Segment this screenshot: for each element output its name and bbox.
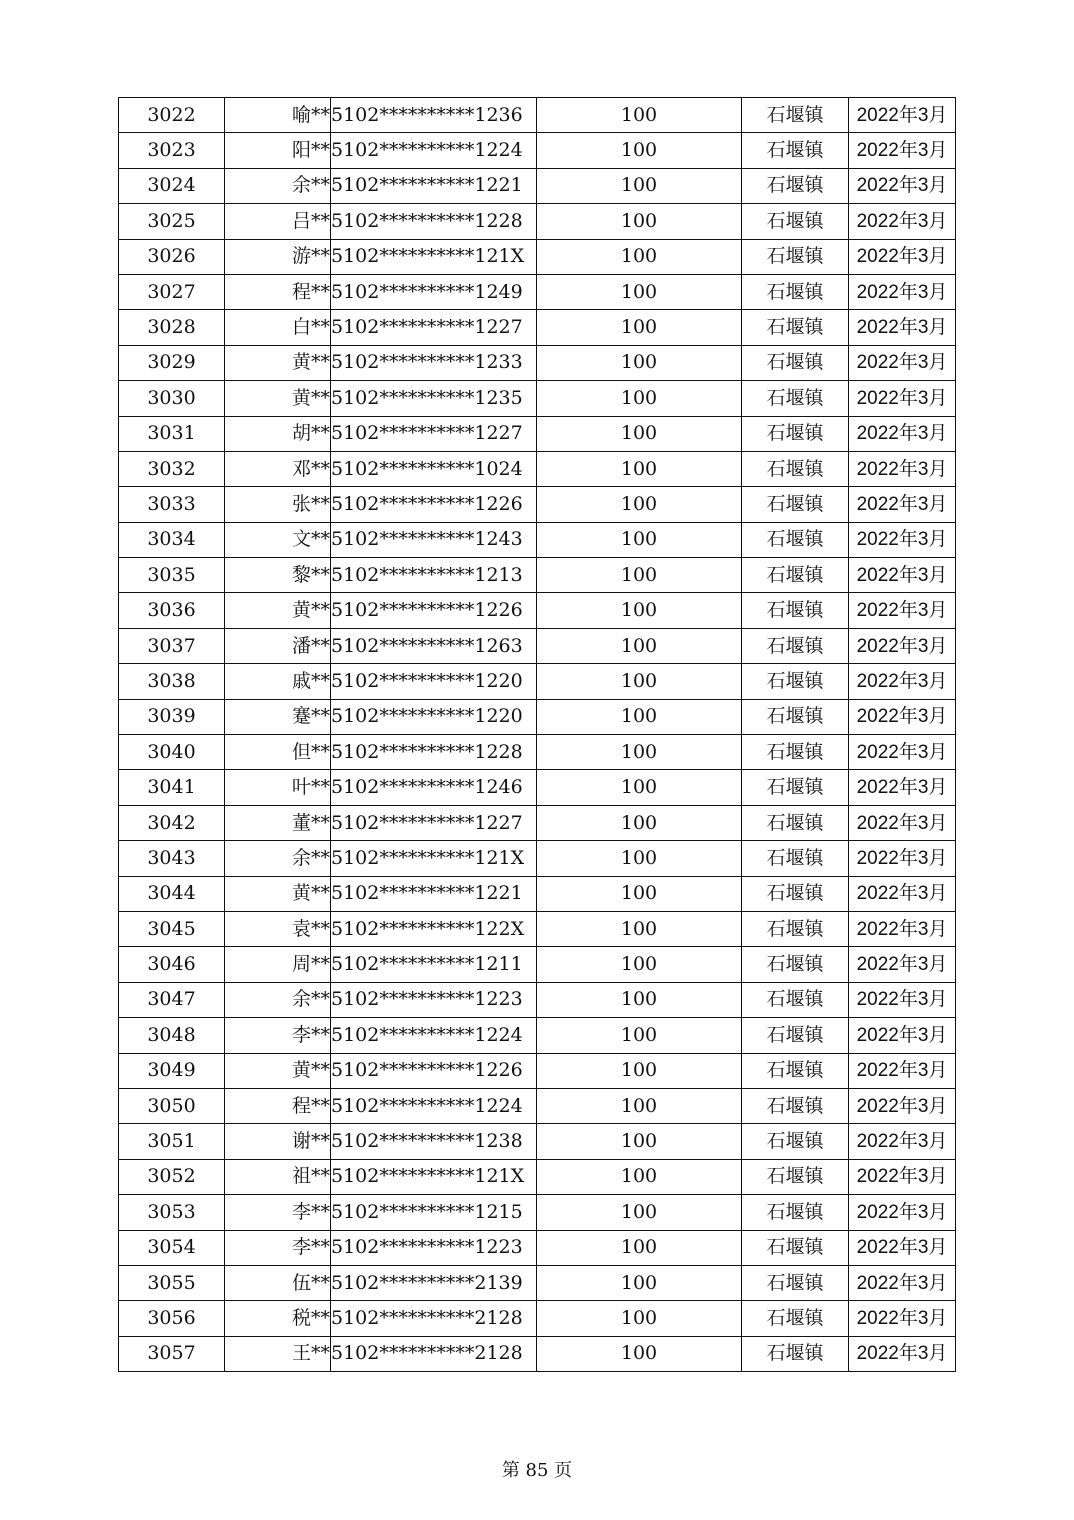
table-row: [119, 381, 956, 416]
date-cell: 2022年3月: [849, 274, 956, 309]
town-cell: 石堰镇: [742, 1088, 849, 1123]
row-number-cell: 3054: [119, 1230, 225, 1265]
amount-cell: 100: [537, 628, 742, 663]
name-cell: 余**: [225, 168, 331, 203]
row-number-cell: 3052: [119, 1159, 225, 1194]
row-number-cell: 3031: [119, 416, 225, 451]
table-row: [119, 1018, 956, 1053]
date-cell: 2022年3月: [849, 1336, 956, 1371]
row-number-cell: 3039: [119, 699, 225, 734]
name-cell: 文**: [225, 522, 331, 557]
town-cell: 石堰镇: [742, 310, 849, 345]
name-cell: 祖**: [225, 1159, 331, 1194]
town-cell: 石堰镇: [742, 699, 849, 734]
roster-table-body: [119, 98, 956, 1372]
amount-cell: 100: [537, 1124, 742, 1159]
amount-cell: 100: [537, 699, 742, 734]
id-number-cell: 5102**********121X: [331, 1159, 537, 1194]
name-cell: 李**: [225, 1230, 331, 1265]
id-number-cell: 5102**********1249: [331, 274, 537, 309]
amount-cell: 100: [537, 876, 742, 911]
date-cell: 2022年3月: [849, 168, 956, 203]
amount-cell: 100: [537, 310, 742, 345]
id-number-cell: 5102**********1024: [331, 451, 537, 486]
id-number-cell: 5102**********1224: [331, 1018, 537, 1053]
id-number-cell: 5102**********1228: [331, 204, 537, 239]
id-number-cell: 5102**********2139: [331, 1265, 537, 1300]
name-cell: 黄**: [225, 381, 331, 416]
id-number-cell: 5102**********1220: [331, 699, 537, 734]
name-cell: 李**: [225, 1195, 331, 1230]
name-cell: 董**: [225, 805, 331, 840]
table-row: [119, 558, 956, 593]
row-number-cell: 3051: [119, 1124, 225, 1159]
table-row: [119, 487, 956, 522]
name-cell: 袁**: [225, 911, 331, 946]
amount-cell: 100: [537, 381, 742, 416]
id-number-cell: 5102**********1224: [331, 133, 537, 168]
amount-cell: 100: [537, 345, 742, 380]
date-cell: 2022年3月: [849, 876, 956, 911]
row-number-cell: 3036: [119, 593, 225, 628]
row-number-cell: 3047: [119, 982, 225, 1017]
date-cell: 2022年3月: [849, 98, 956, 133]
name-cell: 黄**: [225, 876, 331, 911]
town-cell: 石堰镇: [742, 911, 849, 946]
id-number-cell: 5102**********1220: [331, 664, 537, 699]
id-number-cell: 5102**********1226: [331, 1053, 537, 1088]
table-row: [119, 1053, 956, 1088]
name-cell: 黎**: [225, 558, 331, 593]
row-number-cell: 3056: [119, 1301, 225, 1336]
town-cell: 石堰镇: [742, 274, 849, 309]
table-row: [119, 628, 956, 663]
town-cell: 石堰镇: [742, 1195, 849, 1230]
row-number-cell: 3023: [119, 133, 225, 168]
town-cell: 石堰镇: [742, 204, 849, 239]
name-cell: 潘**: [225, 628, 331, 663]
id-number-cell: 5102**********1211: [331, 947, 537, 982]
id-number-cell: 5102**********1227: [331, 310, 537, 345]
row-number-cell: 3032: [119, 451, 225, 486]
amount-cell: 100: [537, 593, 742, 628]
id-number-cell: 5102**********1224: [331, 1088, 537, 1123]
amount-cell: 100: [537, 558, 742, 593]
id-number-cell: 5102**********2128: [331, 1336, 537, 1371]
table-row: [119, 1265, 956, 1300]
table-row: [119, 1159, 956, 1194]
id-number-cell: 5102**********1221: [331, 168, 537, 203]
table-row: [119, 593, 956, 628]
date-cell: 2022年3月: [849, 841, 956, 876]
town-cell: 石堰镇: [742, 239, 849, 274]
amount-cell: 100: [537, 1301, 742, 1336]
date-cell: 2022年3月: [849, 381, 956, 416]
amount-cell: 100: [537, 1195, 742, 1230]
id-number-cell: 5102**********1233: [331, 345, 537, 380]
row-number-cell: 3030: [119, 381, 225, 416]
row-number-cell: 3045: [119, 911, 225, 946]
amount-cell: 100: [537, 1265, 742, 1300]
id-number-cell: 5102**********1243: [331, 522, 537, 557]
table-row: [119, 1301, 956, 1336]
table-row: [119, 1230, 956, 1265]
amount-cell: 100: [537, 911, 742, 946]
row-number-cell: 3046: [119, 947, 225, 982]
name-cell: 黄**: [225, 1053, 331, 1088]
row-number-cell: 3041: [119, 770, 225, 805]
date-cell: 2022年3月: [849, 1124, 956, 1159]
date-cell: 2022年3月: [849, 982, 956, 1017]
date-cell: 2022年3月: [849, 416, 956, 451]
town-cell: 石堰镇: [742, 345, 849, 380]
amount-cell: 100: [537, 1053, 742, 1088]
amount-cell: 100: [537, 1159, 742, 1194]
row-number-cell: 3024: [119, 168, 225, 203]
table-row: [119, 911, 956, 946]
table-row: [119, 876, 956, 911]
town-cell: 石堰镇: [742, 1159, 849, 1194]
id-number-cell: 5102**********1221: [331, 876, 537, 911]
row-number-cell: 3025: [119, 204, 225, 239]
name-cell: 阳**: [225, 133, 331, 168]
name-cell: 邓**: [225, 451, 331, 486]
date-cell: 2022年3月: [849, 487, 956, 522]
town-cell: 石堰镇: [742, 1018, 849, 1053]
table-row: [119, 664, 956, 699]
row-number-cell: 3049: [119, 1053, 225, 1088]
id-number-cell: 5102**********122X: [331, 911, 537, 946]
amount-cell: 100: [537, 451, 742, 486]
amount-cell: 100: [537, 487, 742, 522]
amount-cell: 100: [537, 133, 742, 168]
amount-cell: 100: [537, 204, 742, 239]
date-cell: 2022年3月: [849, 310, 956, 345]
date-cell: 2022年3月: [849, 911, 956, 946]
town-cell: 石堰镇: [742, 841, 849, 876]
table-row: [119, 699, 956, 734]
table-row: [119, 168, 956, 203]
table-row: [119, 98, 956, 133]
date-cell: 2022年3月: [849, 1088, 956, 1123]
town-cell: 石堰镇: [742, 381, 849, 416]
table-row: [119, 841, 956, 876]
id-number-cell: 5102**********1226: [331, 593, 537, 628]
town-cell: 石堰镇: [742, 133, 849, 168]
name-cell: 税**: [225, 1301, 331, 1336]
row-number-cell: 3042: [119, 805, 225, 840]
amount-cell: 100: [537, 522, 742, 557]
name-cell: 游**: [225, 239, 331, 274]
table-row: [119, 133, 956, 168]
table-row: [119, 451, 956, 486]
id-number-cell: 5102**********1236: [331, 98, 537, 133]
table-row: [119, 947, 956, 982]
row-number-cell: 3050: [119, 1088, 225, 1123]
name-cell: 王**: [225, 1336, 331, 1371]
row-number-cell: 3022: [119, 98, 225, 133]
row-number-cell: 3026: [119, 239, 225, 274]
town-cell: 石堰镇: [742, 487, 849, 522]
name-cell: 白**: [225, 310, 331, 345]
row-number-cell: 3038: [119, 664, 225, 699]
amount-cell: 100: [537, 664, 742, 699]
id-number-cell: 5102**********1228: [331, 735, 537, 770]
id-number-cell: 5102**********1223: [331, 982, 537, 1017]
amount-cell: 100: [537, 1018, 742, 1053]
table-row: [119, 522, 956, 557]
name-cell: 蹇**: [225, 699, 331, 734]
row-number-cell: 3029: [119, 345, 225, 380]
table-row: [119, 310, 956, 345]
date-cell: 2022年3月: [849, 699, 956, 734]
table-row: [119, 1336, 956, 1371]
table-row: [119, 239, 956, 274]
name-cell: 谢**: [225, 1124, 331, 1159]
amount-cell: 100: [537, 947, 742, 982]
town-cell: 石堰镇: [742, 1265, 849, 1300]
name-cell: 张**: [225, 487, 331, 522]
date-cell: 2022年3月: [849, 1265, 956, 1300]
date-cell: 2022年3月: [849, 204, 956, 239]
date-cell: 2022年3月: [849, 1230, 956, 1265]
town-cell: 石堰镇: [742, 558, 849, 593]
town-cell: 石堰镇: [742, 1053, 849, 1088]
amount-cell: 100: [537, 1230, 742, 1265]
name-cell: 黄**: [225, 345, 331, 380]
amount-cell: 100: [537, 239, 742, 274]
row-number-cell: 3040: [119, 735, 225, 770]
amount-cell: 100: [537, 274, 742, 309]
table-row: [119, 416, 956, 451]
id-number-cell: 5102**********1226: [331, 487, 537, 522]
amount-cell: 100: [537, 805, 742, 840]
row-number-cell: 3055: [119, 1265, 225, 1300]
town-cell: 石堰镇: [742, 735, 849, 770]
date-cell: 2022年3月: [849, 735, 956, 770]
row-number-cell: 3035: [119, 558, 225, 593]
amount-cell: 100: [537, 735, 742, 770]
page-number: 第 85 页: [501, 1460, 573, 1481]
amount-cell: 100: [537, 982, 742, 1017]
table-row: [119, 735, 956, 770]
date-cell: 2022年3月: [849, 593, 956, 628]
id-number-cell: 5102**********1246: [331, 770, 537, 805]
date-cell: 2022年3月: [849, 239, 956, 274]
town-cell: 石堰镇: [742, 168, 849, 203]
row-number-cell: 3037: [119, 628, 225, 663]
amount-cell: 100: [537, 98, 742, 133]
name-cell: 周**: [225, 947, 331, 982]
id-number-cell: 5102**********121X: [331, 841, 537, 876]
name-cell: 程**: [225, 274, 331, 309]
town-cell: 石堰镇: [742, 628, 849, 663]
table-row: [119, 345, 956, 380]
town-cell: 石堰镇: [742, 805, 849, 840]
id-number-cell: 5102**********1263: [331, 628, 537, 663]
amount-cell: 100: [537, 841, 742, 876]
row-number-cell: 3048: [119, 1018, 225, 1053]
amount-cell: 100: [537, 1088, 742, 1123]
table-row: [119, 1195, 956, 1230]
amount-cell: 100: [537, 416, 742, 451]
town-cell: 石堰镇: [742, 451, 849, 486]
date-cell: 2022年3月: [849, 770, 956, 805]
town-cell: 石堰镇: [742, 98, 849, 133]
date-cell: 2022年3月: [849, 1301, 956, 1336]
row-number-cell: 3044: [119, 876, 225, 911]
town-cell: 石堰镇: [742, 876, 849, 911]
name-cell: 叶**: [225, 770, 331, 805]
id-number-cell: 5102**********1227: [331, 805, 537, 840]
id-number-cell: 5102**********1215: [331, 1195, 537, 1230]
roster-table: [118, 97, 956, 1372]
id-number-cell: 5102**********1238: [331, 1124, 537, 1159]
date-cell: 2022年3月: [849, 522, 956, 557]
id-number-cell: 5102**********1223: [331, 1230, 537, 1265]
table-row: [119, 982, 956, 1017]
date-cell: 2022年3月: [849, 628, 956, 663]
roster-table-container: [118, 97, 955, 1372]
name-cell: 胡**: [225, 416, 331, 451]
date-cell: 2022年3月: [849, 558, 956, 593]
amount-cell: 100: [537, 168, 742, 203]
table-row: [119, 1124, 956, 1159]
date-cell: 2022年3月: [849, 805, 956, 840]
id-number-cell: 5102**********1235: [331, 381, 537, 416]
id-number-cell: 5102**********121X: [331, 239, 537, 274]
name-cell: 伍**: [225, 1265, 331, 1300]
date-cell: 2022年3月: [849, 345, 956, 380]
row-number-cell: 3027: [119, 274, 225, 309]
town-cell: 石堰镇: [742, 522, 849, 557]
table-row: [119, 770, 956, 805]
id-number-cell: 5102**********1227: [331, 416, 537, 451]
town-cell: 石堰镇: [742, 1124, 849, 1159]
date-cell: 2022年3月: [849, 451, 956, 486]
name-cell: 李**: [225, 1018, 331, 1053]
town-cell: 石堰镇: [742, 947, 849, 982]
name-cell: 戚**: [225, 664, 331, 699]
name-cell: 吕**: [225, 204, 331, 239]
date-cell: 2022年3月: [849, 133, 956, 168]
table-row: [119, 805, 956, 840]
table-row: [119, 1088, 956, 1123]
amount-cell: 100: [537, 1336, 742, 1371]
row-number-cell: 3033: [119, 487, 225, 522]
town-cell: 石堰镇: [742, 1230, 849, 1265]
name-cell: 余**: [225, 982, 331, 1017]
name-cell: 但**: [225, 735, 331, 770]
date-cell: 2022年3月: [849, 1018, 956, 1053]
row-number-cell: 3028: [119, 310, 225, 345]
table-row: [119, 204, 956, 239]
date-cell: 2022年3月: [849, 1195, 956, 1230]
date-cell: 2022年3月: [849, 664, 956, 699]
town-cell: 石堰镇: [742, 770, 849, 805]
town-cell: 石堰镇: [742, 593, 849, 628]
town-cell: 石堰镇: [742, 982, 849, 1017]
row-number-cell: 3034: [119, 522, 225, 557]
row-number-cell: 3053: [119, 1195, 225, 1230]
row-number-cell: 3043: [119, 841, 225, 876]
id-number-cell: 5102**********1213: [331, 558, 537, 593]
town-cell: 石堰镇: [742, 664, 849, 699]
date-cell: 2022年3月: [849, 1053, 956, 1088]
date-cell: 2022年3月: [849, 947, 956, 982]
amount-cell: 100: [537, 770, 742, 805]
id-number-cell: 5102**********2128: [331, 1301, 537, 1336]
town-cell: 石堰镇: [742, 1301, 849, 1336]
row-number-cell: 3057: [119, 1336, 225, 1371]
name-cell: 程**: [225, 1088, 331, 1123]
town-cell: 石堰镇: [742, 1336, 849, 1371]
name-cell: 喻**: [225, 98, 331, 133]
table-row: [119, 274, 956, 309]
name-cell: 余**: [225, 841, 331, 876]
date-cell: 2022年3月: [849, 1159, 956, 1194]
town-cell: 石堰镇: [742, 416, 849, 451]
name-cell: 黄**: [225, 593, 331, 628]
